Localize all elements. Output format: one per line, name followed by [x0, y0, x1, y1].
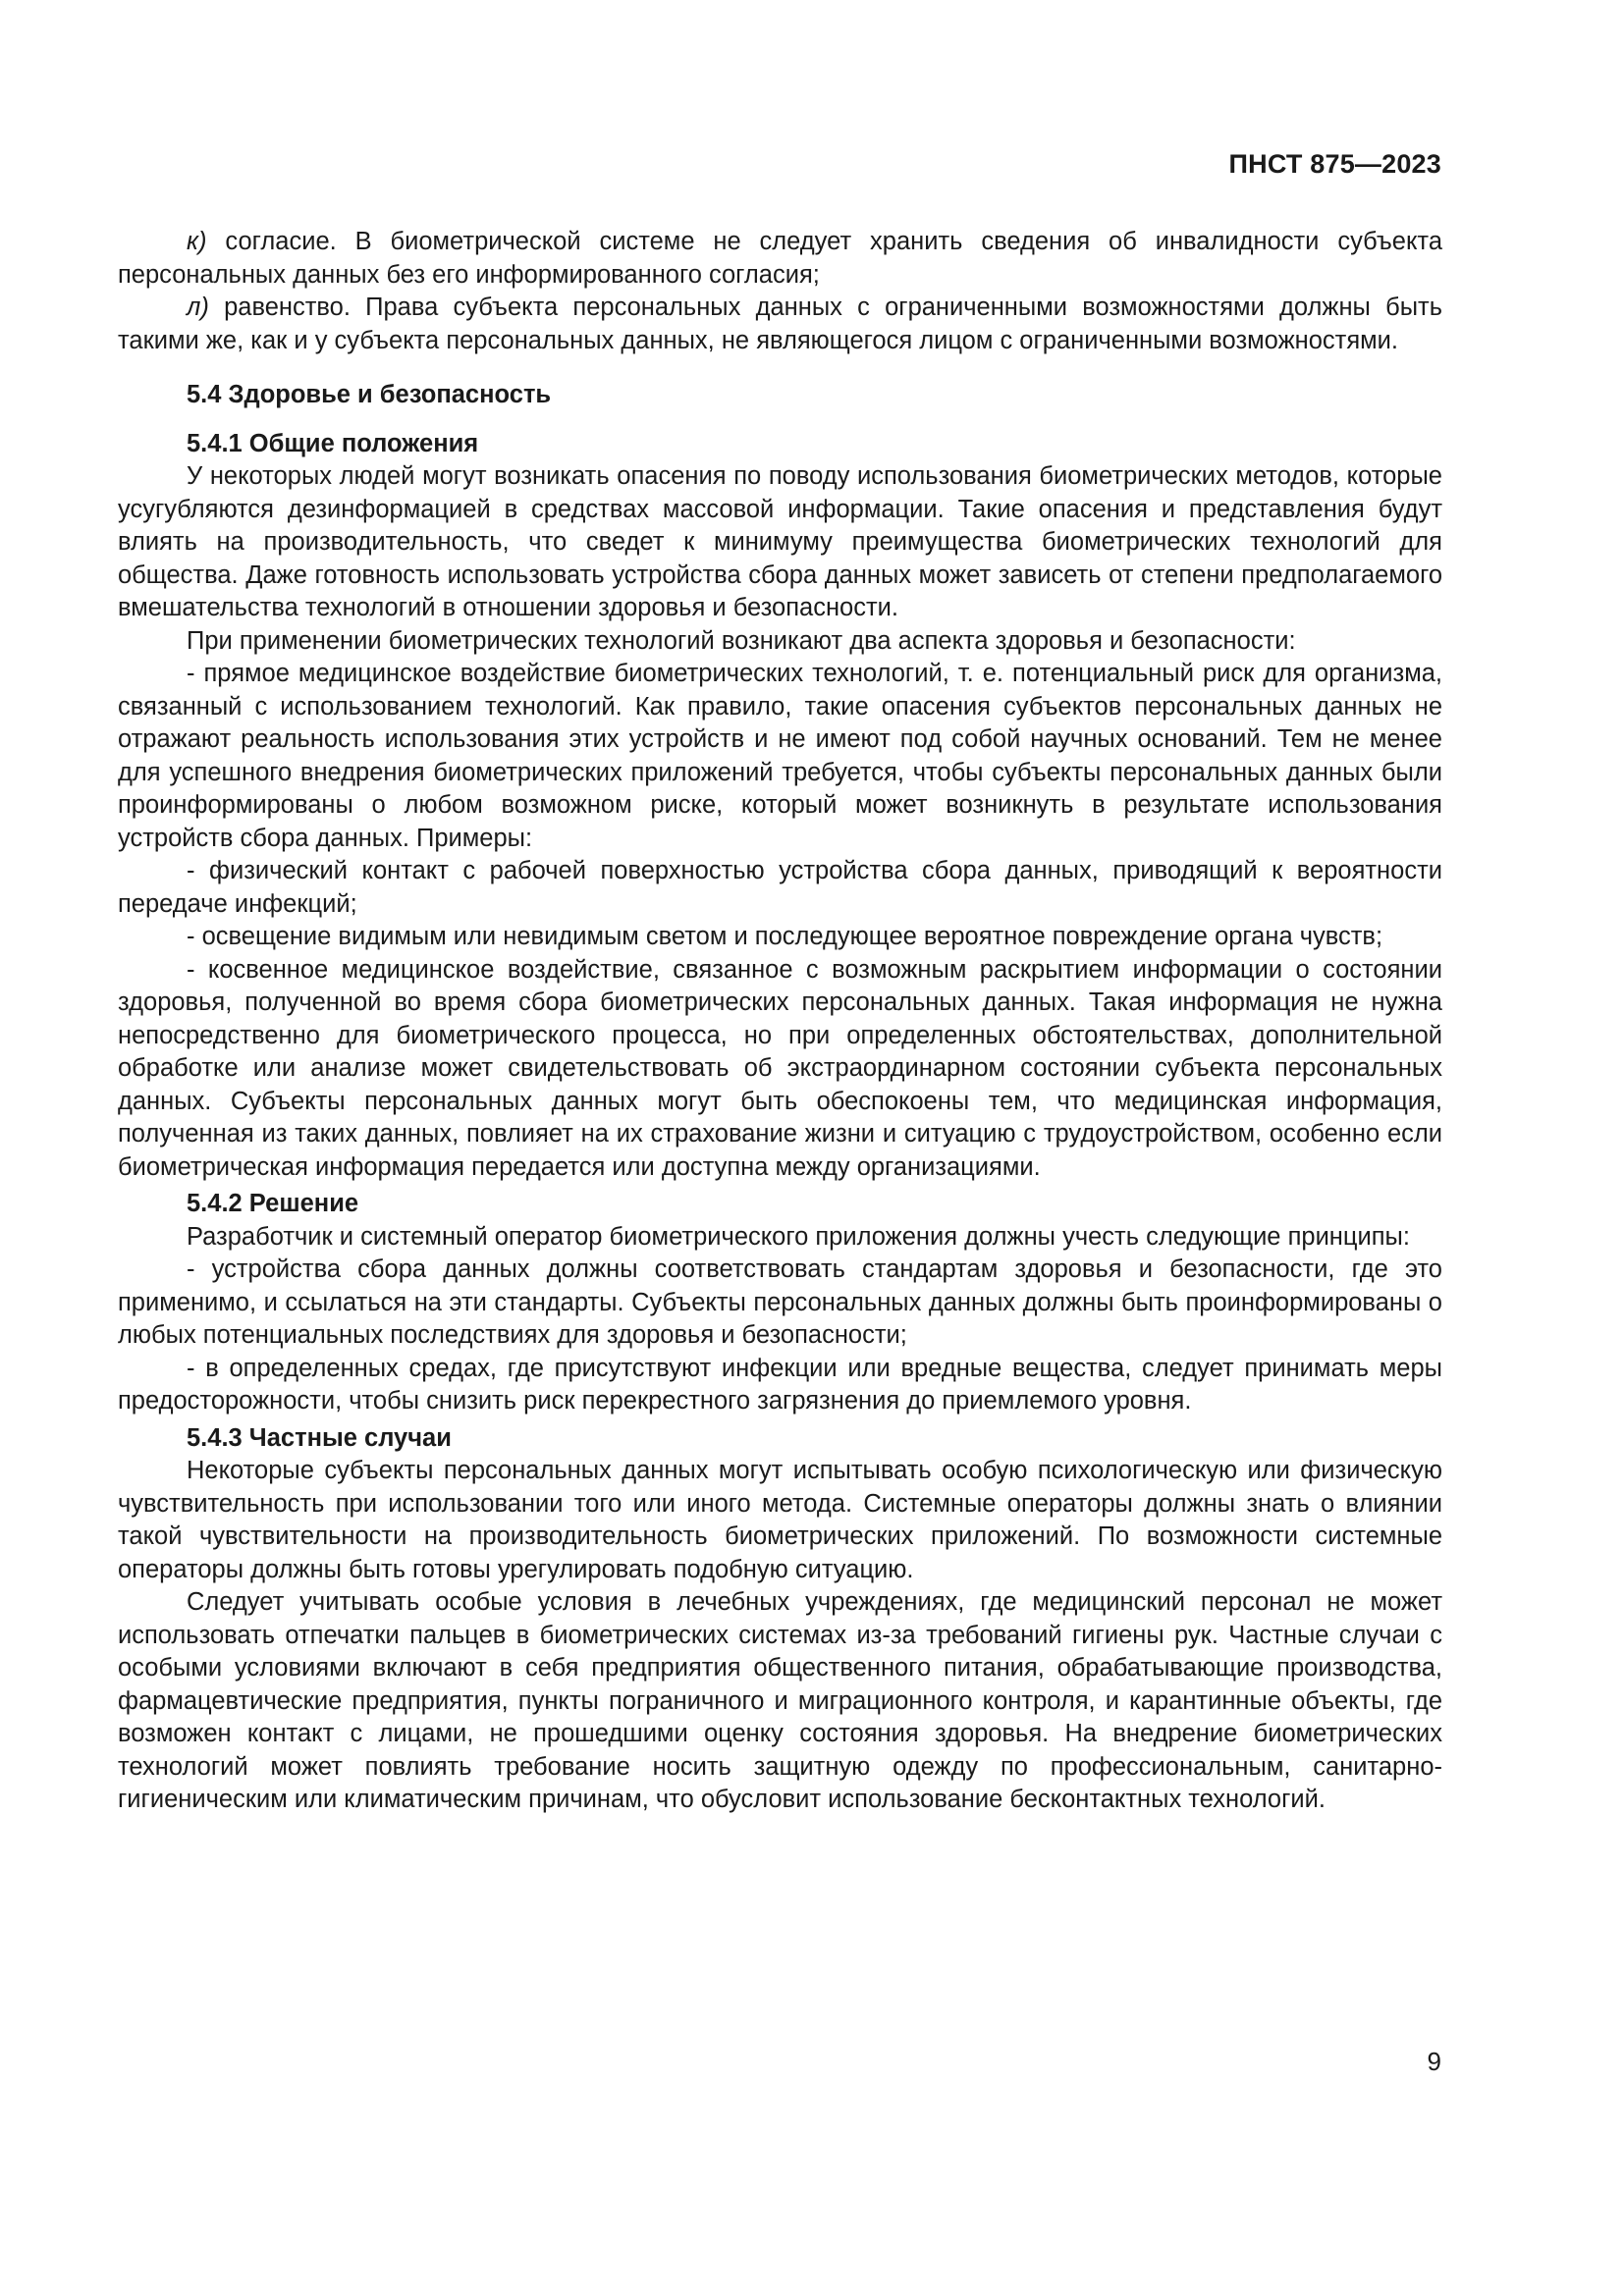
- paragraph: У некоторых людей могут возникать опасения по поводу использования биометрических методов, которые усугубляются дезинформацией в средствах массовой информации. Такие опасения и представления будут влиять на производительность, что сведет к минимуму преимущества биометрических технологий для общества. Даже готовность использовать устройства сбора данных может зависеть от степени предполагаемого вмешательства технологий в отношении здоровья и безопасности.: [118, 462, 1442, 621]
- paragraph: Следует учитывать особые условия в лечебных учреждениях, где медицинский персонал не может использовать отпечатки пальцев в биометрических системах из-за требований гигиены рук. Частные случаи с особыми условиями включают в себя предприятия общественного питания, обрабатывающие производства, фармацевтические предприятия, пункты пограничного и миграционного контроля, и карантинные объекты, где возможен контакт с лицами, не прошедшими оценку состояния здоровья. На внедрение биометрических технологий может повлиять требование носить защитную одежду по профессиональным, санитарно-гигиеническим или климатическим причинам, что обусловит использование бесконтактных технологий.: [118, 1588, 1442, 1813]
- list-marker: л): [187, 294, 209, 321]
- paragraph: - прямое медицинское воздействие биометрических технологий, т. е. потенциальный риск для организма, связанный с использованием технологий. Как правило, такие опасения субъектов персональных данных не отражают реальность использования этих устройств и не имеют под собой научных оснований. Тем не менее для успешного внедрения биометрических приложений требуется, чтобы субъекты персональных данных были проинформированы о любом возможном риске, который может возникнуть в результате использования устройств сбора данных. Примеры:: [118, 660, 1442, 852]
- document-body: [118, 226, 1442, 1817]
- list-item-text: согласие. В биометрической системе не следует хранить сведения об инвалидности субъекта персональных данных без его информированного согласия;: [118, 228, 1442, 289]
- page-number: 9: [1427, 2047, 1441, 2076]
- paragraph: - устройства сбора данных должны соответствовать стандартам здоровья и безопасности, где это применимо, и ссылаться на эти стандарты. Субъекты персональных данных должны быть проинформированы о любых потенциальных последствиях для здоровья и безопасности;: [118, 1255, 1442, 1349]
- paragraph: - физический контакт с рабочей поверхностью устройства сбора данных, приводящий к вероятности передаче инфекций;: [118, 857, 1442, 918]
- paragraph: Разработчик и системный оператор биометрического приложения должны учесть следующие принципы:: [187, 1222, 1410, 1251]
- list-item-l: [118, 292, 1442, 357]
- paragraph: При применении биометрических технологий возникают два аспекта здоровья и безопасности:: [187, 626, 1296, 655]
- paragraph: - в определенных средах, где присутствуют инфекции или вредные вещества, следует принимать меры предосторожности, чтобы снизить риск перекрестного загрязнения до приемлемого уровня.: [118, 1354, 1442, 1415]
- list-item-k: [118, 226, 1442, 292]
- list-marker: к): [187, 228, 207, 255]
- subsection-heading-5-4-2: 5.4.2 Решение: [187, 1190, 359, 1217]
- document-code: ПНСТ 875—2023: [1228, 149, 1441, 179]
- subsection-heading-5-4-3: 5.4.3 Частные случаи: [187, 1423, 452, 1452]
- paragraph: - косвенное медицинское воздействие, связанное с возможным раскрытием информации о состоянии здоровья, полученной во время сбора биометрических персональных данных. Такая информация не нужна непосредственно для биометрического процесса, но при определенных обстоятельствах, дополнительной обработке или анализе может свидетельствовать об экстраординарном состоянии субъекта персональных данных. Субъекты персональных данных могут быть обеспокоены тем, что медицинская информация, полученная из таких данных, повлияет на их страхование жизни и ситуацию с трудоустройством, особенно если биометрическая информация передается или доступна между организациями.: [118, 955, 1442, 1181]
- list-item-text: равенство. Права субъекта персональных данных с ограниченными возможностями должны быть такими же, как и у субъекта персональных данных, не являющегося лицом с ограниченными возможностями.: [118, 294, 1442, 354]
- paragraph: - освещение видимым или невидимым светом и последующее вероятное повреждение органа чувств;: [187, 923, 1383, 950]
- section-heading-5-4: 5.4 Здоровье и безопасность: [187, 381, 552, 408]
- subsection-heading-5-4-1: 5.4.1 Общие положения: [187, 429, 479, 457]
- paragraph: Некоторые субъекты персональных данных могут испытывать особую психологическую или физическую чувствительность при использовании того или иного метода. Системные операторы должны знать о влиянии такой чувствительности на производительность биометрических приложений. По возможности системные операторы должны быть готовы урегулировать подобную ситуацию.: [118, 1457, 1442, 1583]
